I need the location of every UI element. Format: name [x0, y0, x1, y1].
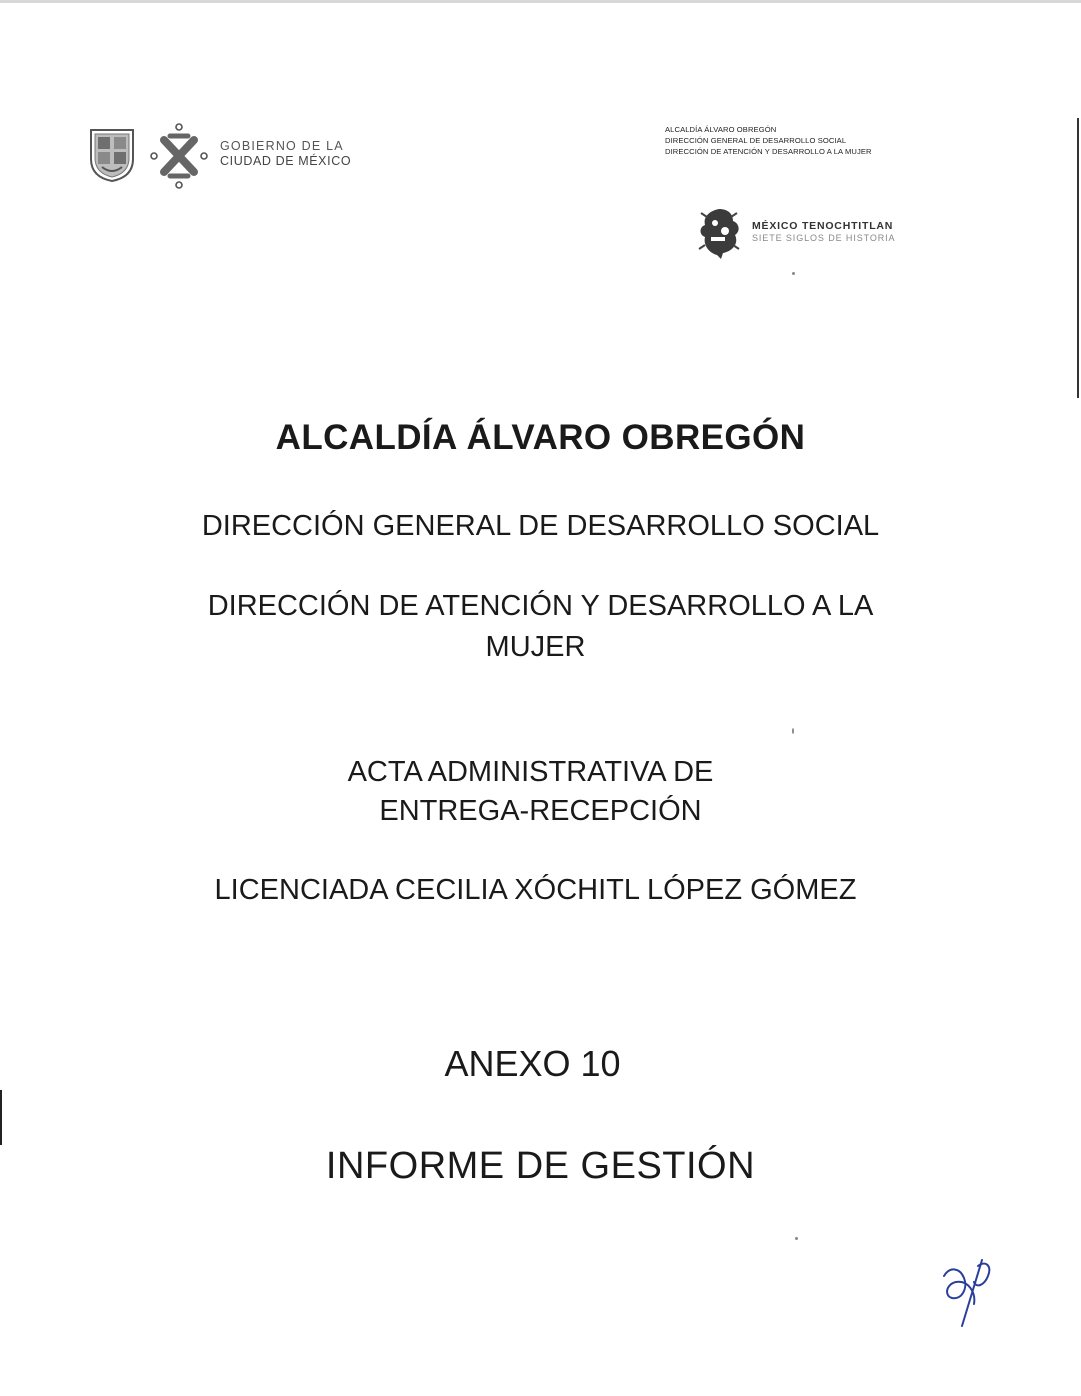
- act-line-2: ENTREGA-RECEPCIÓN: [379, 795, 702, 827]
- scan-edge-top: [0, 0, 1081, 3]
- scan-speck: [792, 728, 794, 734]
- mexico-tenochtitlan-text: MÉXICO TENOCHTITLAN: [752, 220, 894, 232]
- right-header-line-1: ALCALDÍA ÁLVARO OBREGÓN: [665, 125, 777, 134]
- direction-line-1: DIRECCIÓN DE ATENCIÓN Y DESARROLLO A LA: [207, 590, 874, 622]
- document-title: ALCALDÍA ÁLVARO OBREGÓN: [275, 418, 806, 457]
- government-line-2: CIUDAD DE MÉXICO: [220, 154, 352, 168]
- right-header-line-2: DIRECCIÓN GENERAL DE DESARROLLO SOCIAL: [665, 136, 847, 145]
- official-name: LICENCIADA CECILIA XÓCHITL LÓPEZ GÓMEZ: [214, 874, 857, 906]
- scan-speck: [792, 272, 795, 275]
- scan-speck: [795, 1237, 798, 1240]
- act-line-1: ACTA ADMINISTRATIVA DE: [347, 756, 714, 788]
- right-header-line-3: DIRECCIÓN DE ATENCIÓN Y DESARROLLO A LA MUJER: [665, 147, 872, 156]
- direction-line-2: MUJER: [485, 631, 586, 663]
- report-title: INFORME DE GESTIÓN: [325, 1145, 756, 1187]
- annex-number: ANEXO 10: [444, 1043, 621, 1084]
- tenochtitlan-emblem-icon: [695, 205, 743, 261]
- coat-of-arms-icon: [88, 127, 136, 183]
- government-line-1: GOBIERNO DE LA: [220, 139, 344, 153]
- general-direction: DIRECCIÓN GENERAL DE DESARROLLO SOCIAL: [201, 510, 880, 542]
- scan-edge-right: [1077, 118, 1079, 398]
- tenochtitlan-caption: [752, 220, 895, 244]
- government-name: [220, 139, 351, 169]
- cdmx-government-symbol-icon: [148, 122, 210, 190]
- scan-edge-left: [0, 1090, 2, 1145]
- right-header-block: [665, 124, 872, 157]
- handwritten-signature: [938, 1252, 998, 1332]
- siete-siglos-text: SIETE SIGLOS DE HISTORIA: [752, 233, 896, 243]
